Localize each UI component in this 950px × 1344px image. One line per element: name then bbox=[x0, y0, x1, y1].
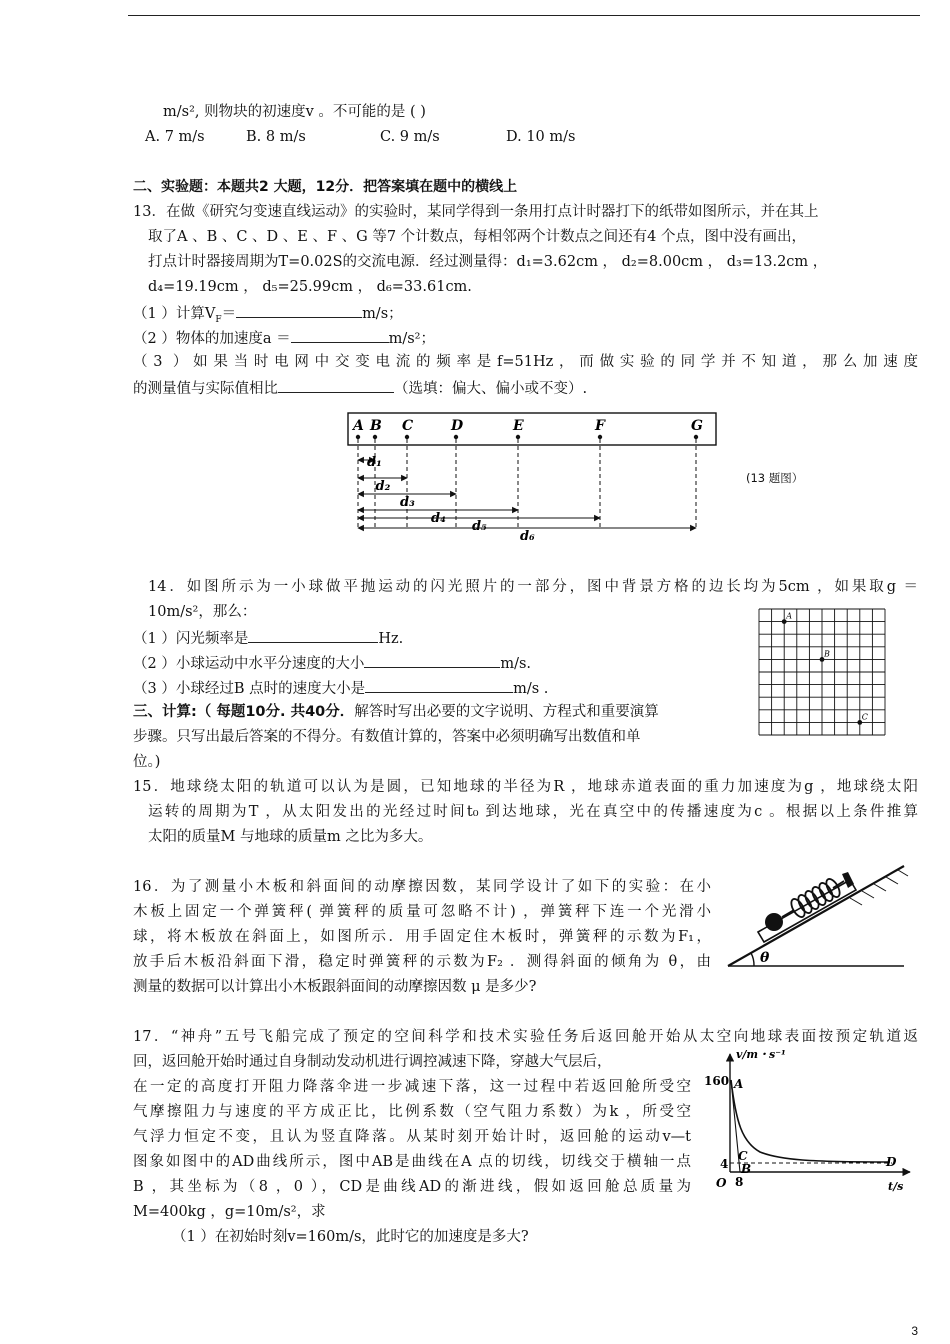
q15-line3: 太阳的质量M 与地球的质量m 之比为多大。 bbox=[148, 829, 433, 845]
q13-line2: 取了A 、B 、C 、D 、E 、F 、G 等7 个计数点，每相邻两个计数点之间还有4 个点，图中没有画出， bbox=[148, 229, 807, 245]
q17-line3: 在一定的高度打开阻力降落伞进一步减速下落，这一过程中若返回舱所受空 bbox=[133, 1079, 691, 1095]
vt-graph-figure bbox=[700, 1042, 920, 1202]
tape-dot-F bbox=[598, 435, 602, 439]
figure13-caption: (13 题图） bbox=[746, 471, 804, 485]
q14-line2: 10m/s²，那么： bbox=[148, 604, 257, 620]
wooden-board bbox=[758, 880, 856, 942]
distance-label-1: d₁ bbox=[367, 455, 382, 470]
tape-point-label-A: A bbox=[353, 418, 364, 434]
origin-label: O bbox=[716, 1176, 727, 1190]
section3-line1: 三、计算:（ 每题10分. 共40分．解答时写出必要的文字说明、方程式和重要演算 bbox=[133, 704, 659, 720]
q14-sub2: （2 ）小球运动中水平分速度的大小 m/s. bbox=[133, 653, 531, 673]
tape-point-label-B: B bbox=[370, 418, 382, 434]
angle-label: θ bbox=[760, 950, 770, 966]
q15-line2: 运转的周期为T ，从太阳发出的光经过时间t₀ 到达地球，光在真空中的传播速度为c 。根据以上条件推算 bbox=[148, 804, 918, 820]
tape-point-label-G: G bbox=[691, 418, 703, 434]
answer-blank[interactable] bbox=[365, 678, 513, 693]
q17-line6: 图象如图中的AD曲线所示，图中AB是曲线在A 点的切线，切线交于横轴一点 bbox=[133, 1154, 691, 1170]
distance-label-2: d₂ bbox=[375, 479, 391, 494]
angle-arc bbox=[751, 953, 754, 966]
q12-option-b: B. 8 m/s bbox=[246, 129, 306, 145]
point-label-C: C bbox=[738, 1149, 748, 1163]
q13-sub2: （2 ）物体的加速度a ＝ m/s²； bbox=[133, 328, 435, 348]
tape-dot-B bbox=[373, 435, 377, 439]
curve-AD bbox=[731, 1080, 890, 1162]
q14-sub3: （3 ）小球经过B 点时的速度大小是 m/s . bbox=[133, 678, 548, 698]
y-tick-4: 4 bbox=[720, 1157, 729, 1171]
y-axis-label: v/m・s⁻¹ bbox=[736, 1048, 786, 1061]
q17-line7: B ，其坐标为（8 ，0 ），CD是曲线AD的渐进线，假如返回舱总质量为 bbox=[133, 1179, 691, 1195]
tape-figure bbox=[340, 408, 740, 540]
q13-line3: 打点计时器接周期为T=0.02S的交流电源．经过测量得：d₁=3.62cm ， d₂=8.00cm ， d₃=13.2cm ， bbox=[148, 254, 828, 270]
tape-point-label-C: C bbox=[402, 418, 414, 434]
tape-dot-D bbox=[454, 435, 458, 439]
tape-dot-E bbox=[516, 435, 520, 439]
q13-sub1: （1 ）计算$V_F= m/s$； bbox=[133, 303, 403, 329]
answer-blank[interactable] bbox=[236, 303, 362, 318]
distance-label-4: d₄ bbox=[431, 511, 446, 526]
grid-point-label-B: B bbox=[824, 649, 830, 659]
incline-figure bbox=[722, 862, 910, 972]
q14-sub1: （1 ）闪光频率是 Hz. bbox=[133, 628, 403, 648]
y-tick-160: 160 bbox=[704, 1074, 730, 1088]
q17-sub1: （1 ）在初始时刻v=160m/s，此时它的加速度是多大? bbox=[172, 1229, 529, 1245]
flash-grid-figure bbox=[758, 608, 888, 740]
section2-title: 二、实验题：本题共2 大题，12分．把答案填在题中的横线上 bbox=[133, 179, 518, 195]
q17-line4: 气摩擦阻力与速度的平方成正比，比例系数（空气阻力系数）为k ，所受空 bbox=[133, 1104, 691, 1120]
point-label-B: B bbox=[741, 1162, 752, 1176]
answer-blank[interactable] bbox=[291, 328, 389, 343]
q16-line3: 球，将木板放在斜面上，如图所示．用手固定住木板时，弹簧秤的示数为F₁， bbox=[133, 929, 711, 945]
q13-line1: 13．在做《研究匀变速直线运动》的实验时，某同学得到一条用打点计时器打下的纸带如图所示，并在其上 bbox=[133, 204, 819, 220]
top-rule bbox=[128, 15, 920, 16]
tape-dot-C bbox=[405, 435, 409, 439]
tape-point-label-D: D bbox=[451, 418, 464, 434]
q12-option-c: C. 9 m/s bbox=[380, 129, 440, 145]
q17-line8: M=400kg ，g=10m/s²，求 bbox=[133, 1204, 326, 1220]
distance-label-6: d₆ bbox=[520, 529, 535, 540]
incline-surface bbox=[728, 866, 904, 966]
answer-blank[interactable] bbox=[278, 378, 394, 393]
x-tick-8: 8 bbox=[735, 1175, 744, 1189]
q14-line1: 14．如图所示为一小球做平抛运动的闪光照片的一部分，图中背景方格的边长均为5cm ，如果取g ＝ bbox=[148, 579, 918, 595]
point-label-A: A bbox=[734, 1077, 744, 1091]
q17-line2: 回，返回舱开始时通过自身制动发动机进行调控减速下降，穿越大气层后， bbox=[133, 1054, 612, 1070]
q12-line: m/s², 则物块的初速度v 。不可能的是 ( ) bbox=[163, 104, 426, 120]
q16-line5: 测量的数据可以计算出小木板跟斜面间的动摩擦因数 μ 是多少? bbox=[133, 979, 537, 995]
tape-point-label-E: E bbox=[513, 418, 524, 434]
answer-blank[interactable] bbox=[364, 653, 500, 668]
q15-line1: 15．地球绕太阳的轨道可以认为是圆，已知地球的半径为R ，地球赤道表面的重力加速度为g ，地球绕太阳 bbox=[133, 779, 918, 795]
tape-dot-G bbox=[694, 435, 698, 439]
q16-line2: 木板上固定一个弹簧秤( 弹簧秤的质量可忽略不计) ，弹簧秤下连一个光滑小 bbox=[133, 904, 711, 920]
tape-dot-A bbox=[356, 435, 360, 439]
point-label-D: D bbox=[886, 1155, 897, 1169]
section3-line3: 位。) bbox=[133, 754, 161, 770]
page-number: 3 bbox=[911, 1324, 918, 1338]
q13-sub3-line2: 的测量值与实际值相比 （选填：偏大、偏小或不变）. bbox=[133, 378, 587, 398]
q17-line5: 气浮力恒定不变，且认为竖直降落。从某时刻开始计时，返回舱的运动v—t bbox=[133, 1129, 691, 1145]
q16-line4: 放手后木板沿斜面下滑，稳定时弹簧秤的示数为F₂ ．测得斜面的倾角为 θ，由 bbox=[133, 954, 711, 970]
grid-point-label-C: C bbox=[861, 712, 868, 722]
tape-point-label-F: F bbox=[595, 418, 605, 434]
distance-label-3: d₃ bbox=[400, 495, 415, 510]
q13-sub3-line1: （3 ）如果当时电网中交变电流的频率是f=51Hz，而做实验的同学并不知道，那么加速度 bbox=[133, 354, 918, 370]
q17-line1: 17．“神舟”五号飞船完成了预定的空间科学和技术实验任务后返回舱开始从太空向地球表面按预定轨道返 bbox=[133, 1029, 918, 1045]
x-axis-label: t/s bbox=[888, 1180, 904, 1193]
ball bbox=[765, 913, 783, 931]
q12-option-d: D. 10 m/s bbox=[506, 129, 576, 145]
q16-line1: 16．为了测量小木板和斜面间的动摩擦因数，某同学设计了如下的实验：在小 bbox=[133, 879, 711, 895]
q13-line4: d₄=19.19cm ， d₅=25.99cm ， d₆=33.61cm. bbox=[148, 279, 472, 295]
section3-line2: 步骤。只写出最后答案的不得分。有数值计算的，答案中必须明确写出数值和单 bbox=[133, 729, 641, 745]
distance-label-5: d₅ bbox=[472, 519, 487, 534]
q12-option-a: A. 7 m/s bbox=[145, 129, 205, 145]
grid-point-label-A: A bbox=[786, 611, 792, 621]
answer-blank[interactable] bbox=[248, 628, 378, 643]
